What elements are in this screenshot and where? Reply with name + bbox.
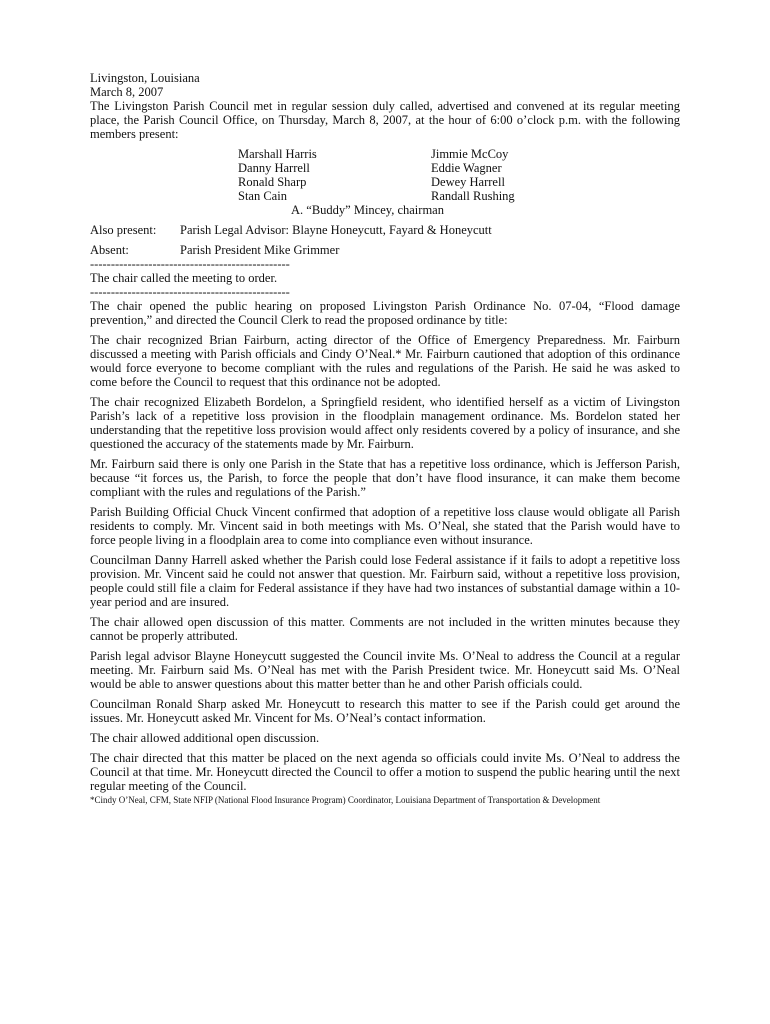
body-paragraph: The chair recognized Brian Fairburn, acting director of the Office of Emergency Preparedness. Mr. Fairburn discussed a meeting with Parish officials and Cindy O’Neal.* Mr. Fairburn cautioned that adoption of this ordinance would force everyone to become compliant with the rules and regulations of the Parish. He said he was asked to come before the Council to request that this ordinance not be adopted. xyxy=(90,333,680,389)
member-name: Marshall Harris xyxy=(238,147,317,161)
also-present-label: Also present: xyxy=(90,223,157,237)
absent-label: Absent: xyxy=(90,243,129,257)
body-paragraph: The chair opened the public hearing on proposed Livingston Parish Ordinance No. 07-04, “Flood damage prevention,” and directed the Council Clerk to read the proposed ordinance by title: xyxy=(90,299,680,327)
body-paragraph: The chair recognized Elizabeth Bordelon, a Springfield resident, who identified herself as a victim of Livingston Parish’s lack of a repetitive loss provision in the floodplain management ordinance. Ms. Bordelon stated her understanding that the repetitive loss provision would affect only residents covered by a policy of insurance, and she questioned the accuracy of the statements made by Mr. Fairburn. xyxy=(90,395,680,451)
body-paragraph: Parish Building Official Chuck Vincent confirmed that adoption of a repetitive loss clause would obligate all Parish residents to comply. Mr. Vincent said in both meetings with Ms. O’Neal, she stated that the Parish would have to force people living in a floodplain area to come into compliance even without insurance. xyxy=(90,505,680,547)
footnote: *Cindy O’Neal, CFM, State NFIP (National Flood Insurance Program) Coordinator, Louisiana Department of Transportation & Development xyxy=(90,795,601,805)
member-name: Eddie Wagner xyxy=(431,161,502,175)
date-line: March 8, 2007 xyxy=(90,85,164,99)
member-name: Stan Cain xyxy=(238,189,287,203)
also-present-row xyxy=(90,223,680,237)
body-paragraph: Councilman Danny Harrell asked whether the Parish could lose Federal assistance if it fails to adopt a repetitive loss provision. Mr. Vincent said he could not answer that question. Mr. Fairburn said, without a repetitive loss provision, people could still file a claim for Federal assistance if they have had two instances of substantial damage within a 10-year period and are insured. xyxy=(90,553,680,609)
body-paragraph: Mr. Fairburn said there is only one Parish in the State that has a repetitive loss ordinance, which is Jefferson Parish, because “it forces us, the Parish, to force the people that don’t have flood insurance, it can make them become compliant with the rules and regulations of the Parish.” xyxy=(90,457,680,499)
absent-row xyxy=(90,243,680,257)
chairman-line: A. “Buddy” Mincey, chairman xyxy=(291,203,444,217)
divider-line: ------------------------------------------------ xyxy=(90,285,290,299)
location-line: Livingston, Louisiana xyxy=(90,71,200,85)
member-name: Danny Harrell xyxy=(238,161,310,175)
member-name: Jimmie McCoy xyxy=(431,147,509,161)
members-row xyxy=(90,189,680,203)
body-paragraph: Councilman Ronald Sharp asked Mr. Honeycutt to research this matter to see if the Parish could get around the issues. Mr. Honeycutt asked Mr. Vincent for Ms. O’Neal’s contact information. xyxy=(90,697,680,725)
absent-value: Parish President Mike Grimmer xyxy=(180,243,340,257)
body-paragraph: The chair allowed additional open discussion. xyxy=(90,731,320,745)
body-paragraph: The chair directed that this matter be placed on the next agenda so officials could invite Ms. O’Neal to address the Council at that time. Mr. Honeycutt directed the Council to offer a motion to suspend the public hearing until the next regular meeting of the Council. xyxy=(90,751,680,793)
members-list xyxy=(90,147,680,217)
member-name: Randall Rushing xyxy=(431,189,515,203)
divider-line: ------------------------------------------------ xyxy=(90,257,290,271)
body-paragraph: Parish legal advisor Blayne Honeycutt suggested the Council invite Ms. O’Neal to address the Council at a regular meeting. Mr. Fairburn said Ms. O’Neal has met with the Parish President twice. Mr. Honeycutt said Ms. O’Neal would be able to answer questions about this matter better than he and other Parish officials could. xyxy=(90,649,680,691)
members-row xyxy=(90,175,680,189)
members-row xyxy=(90,147,680,161)
member-name: Ronald Sharp xyxy=(238,175,307,189)
document-page xyxy=(90,71,680,815)
intro-paragraph: The Livingston Parish Council met in regular session duly called, advertised and convened at its regular meeting place, the Parish Council Office, on Thursday, March 8, 2007, at the hour of 6:00 o’clock p.m. with the following members present: xyxy=(90,99,680,141)
members-row xyxy=(90,161,680,175)
member-name: Dewey Harrell xyxy=(431,175,505,189)
body-paragraph: The chair allowed open discussion of this matter. Comments are not included in the written minutes because they cannot be properly attributed. xyxy=(90,615,680,643)
call-to-order: The chair called the meeting to order. xyxy=(90,271,278,285)
also-present-value: Parish Legal Advisor: Blayne Honeycutt, Fayard & Honeycutt xyxy=(180,223,492,237)
